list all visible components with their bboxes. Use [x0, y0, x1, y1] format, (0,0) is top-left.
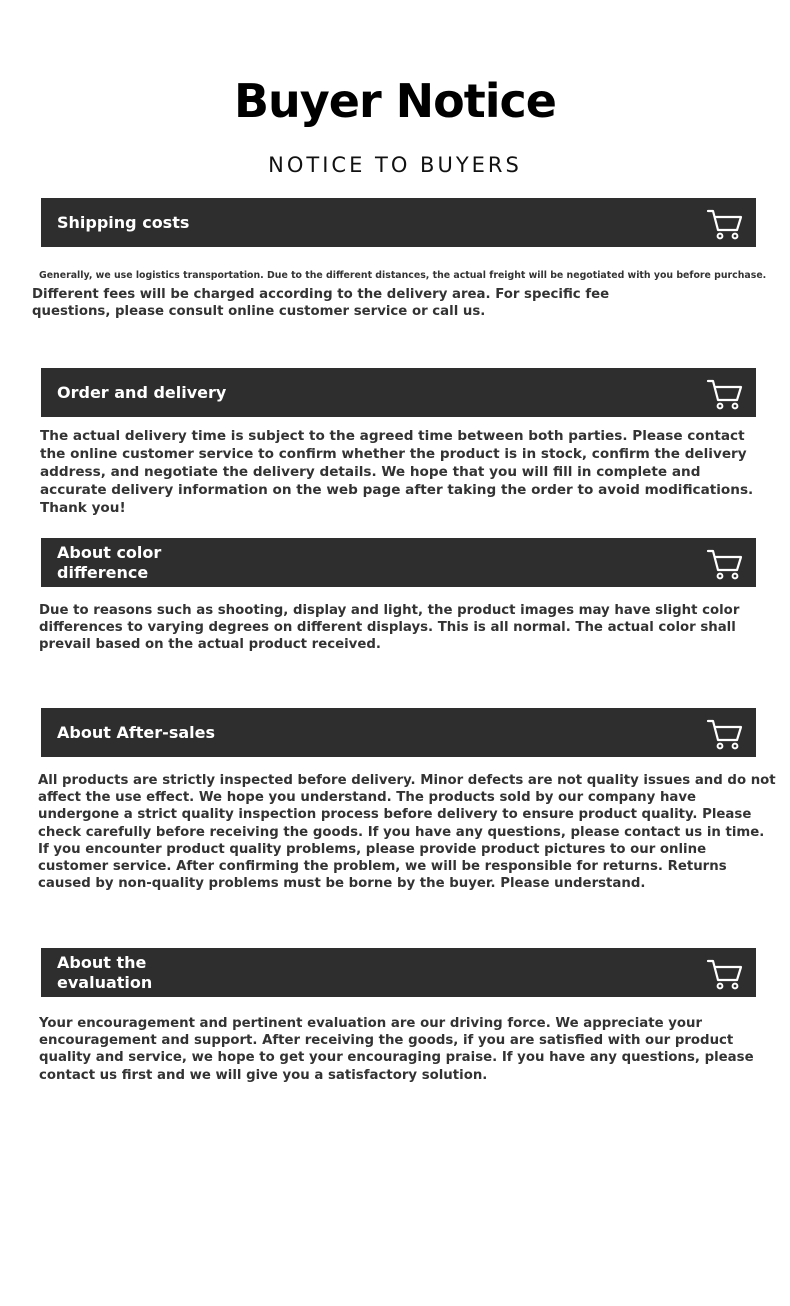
cart-icon — [706, 718, 744, 750]
section-text-color-difference: Due to reasons such as shooting, display and light, the product images may have slight color differences to varying degrees on different displays. This is all normal. The actual color shall prevail based on the actual product received. — [39, 603, 740, 653]
section-text-order-delivery: The actual delivery time is subject to the agreed time between both parties. Please contact the online customer service to confirm whether the product is in stock, confirm the delivery address, and negotiate the delivery details. We hope that you will fill in complete and accurate delivery information on the web page after taking the order to avoid modifications. Thank you! — [40, 428, 754, 516]
page-subtitle: NOTICE TO BUYERS — [268, 153, 522, 177]
section-title: About After-sales — [57, 722, 215, 742]
section-text-after-sales: All products are strictly inspected before delivery. Minor defects are not quality issues and do not affect the use effect. We hope you understand. The products sold by our company have undergone a strict quality inspection process before delivery to ensure product quality. Please check carefully before receiving the goods. If you have any questions, please contact us in time. If you encounter product quality problems, please provide product pictures to our online customer service. After confirming the problem, we will be responsible for returns. Returns caused by non-quality problems must be borne by the buyer. Please understand. — [38, 773, 776, 892]
section-text-shipping-2: Different fees will be charged according to the delivery area. For specific fee questions, please consult online customer service or call us. — [32, 287, 610, 320]
section-title: About the evaluation — [57, 952, 153, 992]
section-title: About color difference — [57, 542, 162, 582]
cart-icon — [706, 958, 744, 990]
section-header-after-sales — [41, 708, 756, 757]
section-text-evaluation: Your encouragement and pertinent evaluation are our driving force. We appreciate your encouragement and support. After receiving the goods, if you are satisfied with our product quality and service, we hope to get your encouraging praise. If you have any questions, please contact us first and we will give you a satisfactory solution. — [39, 1016, 754, 1083]
section-header-shipping-costs — [41, 198, 756, 247]
cart-icon — [706, 548, 744, 580]
cart-icon — [706, 208, 744, 240]
cart-icon — [706, 378, 744, 410]
section-text-shipping-1: Generally, we use logistics transportation. Due to the different distances, the actual freight will be negotiated with you before purchase. — [39, 270, 767, 281]
page-title: Buyer Notice — [233, 74, 557, 128]
section-title: Order and delivery — [57, 382, 227, 402]
section-header-color-difference — [41, 538, 756, 587]
section-header-order-delivery — [41, 368, 756, 417]
section-header-evaluation — [41, 948, 756, 997]
section-title: Shipping costs — [57, 212, 190, 232]
